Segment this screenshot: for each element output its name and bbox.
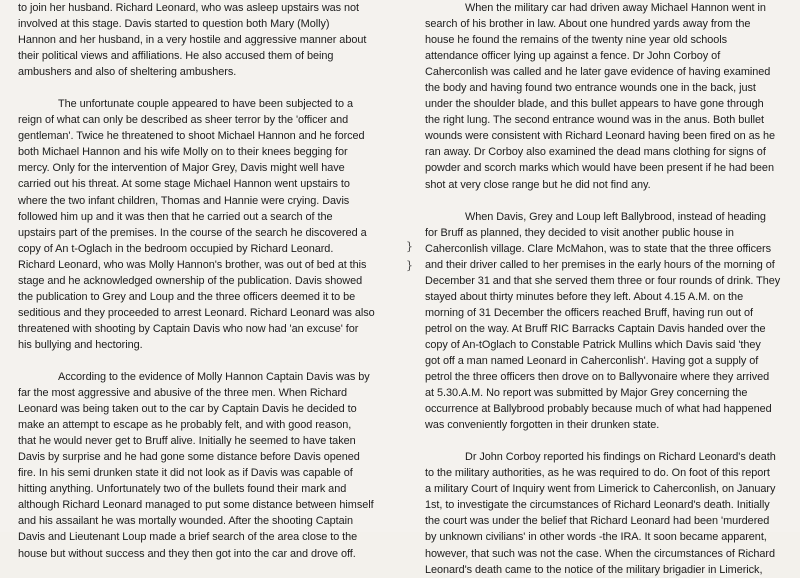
- text-line: house he found the remains of the twenty nine year old schools: [425, 34, 728, 47]
- text-line: occurrence at Ballybrood probably because much of what had happened: [425, 403, 772, 416]
- text-line: Davis and Lieutenant Loup made a brief search of the area close to the: [18, 531, 358, 544]
- text-line: upstairs part of the premises. In the course of the search he discovered a: [18, 226, 367, 239]
- text-line: his bullying and hectoring.: [18, 338, 143, 351]
- text-line: copy of An-tOglach to Constable Patrick Mullins which Davis said 'they: [425, 338, 761, 351]
- text-line: Leonard's death came to the notice of the military brigadier in Limerick,: [425, 563, 763, 576]
- text-line: and his assailant he was mortally wounded. After the shooting Captain: [18, 515, 353, 528]
- text-line: reign of what can only be described as sheer terror by the 'officer and: [18, 114, 349, 127]
- text-line: the court was under the belief that Richard Leonard had been 'murdered: [425, 515, 770, 528]
- paragraph-gap: [18, 80, 404, 96]
- text-line: According to the evidence of Molly Hannon Captain Davis was by: [58, 370, 370, 383]
- text-line: ambushers and also of sheltering ambushers.: [18, 66, 237, 79]
- text-line: When the military car had driven away Michael Hannon went in: [465, 2, 766, 14]
- text-line: both Michael Hannon and his wife Molly on to their knees begging for: [18, 146, 348, 159]
- text-line: where the two infant children, Thomas and Hannie were crying. Davis: [18, 194, 350, 207]
- text-line: threatened with shooting by Captain Davis who now had 'an excuse' for: [18, 322, 359, 335]
- right-column: [425, 0, 793, 578]
- text-line: Caherconlish was called and he later gave evidence of having examined: [425, 66, 771, 79]
- text-line: wounds were consistent with Richard Leonard having been fired on as he: [425, 130, 776, 143]
- text-line: petrol the three officers then drove on to Ballyvonaire where they arrived: [425, 371, 770, 384]
- text-line: attendance officer lying up against a fence. Dr John Corboy of: [425, 50, 721, 63]
- text-line: search of his brother in law. About one hundred yards away from the: [425, 18, 751, 31]
- text-line: 1st, to investigate the circumstances of Richard Leonard's death. Initially: [425, 499, 770, 512]
- text-line: stage and he acknowledged ownership of the publication. Davis showed: [18, 274, 363, 287]
- text-line: Leonard was being taken out to the car by Captain Davis he decided to: [18, 403, 357, 416]
- text-line: When Davis, Grey and Loup left Ballybrood, instead of heading: [465, 210, 766, 223]
- text-line: and their driver called to her premises in the early hours of the morning of: [425, 258, 775, 271]
- text-line: ran away. Dr Corboy also examined the dead mans clothing for signs of: [425, 146, 766, 159]
- text-line: a military Court of Inquiry went from Limerick to Caherconlish, on January: [425, 483, 776, 496]
- text-line: powder and scorch marks which would have been present if he had been: [425, 162, 774, 175]
- text-line: December 31 and that she served them three or four rounds of drink. They: [425, 274, 781, 287]
- text-line: by unknown civilians' in other words -the IRA. It soon became apparent,: [425, 531, 767, 544]
- text-line: was conveniently forgotten in their drunken state.: [425, 419, 660, 432]
- text-line: gentleman'. Twice he threatened to shoot Michael Hannon and he forced: [18, 130, 365, 143]
- text-line: make an attempt to escape as he probably felt, and with good reason,: [18, 419, 352, 432]
- text-line: although Richard Leonard managed to put some distance between himself: [18, 499, 374, 512]
- text-line: that he would never get to Bruff alive. Initially he seemed to have taken: [18, 435, 356, 448]
- text-line: Davis by surprise and he had gone some distance before Davis opened: [18, 451, 360, 464]
- text-line: to join her husband. Richard Leonard, who was asleep upstairs was not: [18, 2, 360, 14]
- paragraph-gap: [425, 433, 793, 449]
- text-line: copy of An t-Oglach in the bedroom occupied by Richard Leonard.: [18, 242, 334, 255]
- text-line: to the military authorities, as he was required to do. On foot of this report: [425, 467, 770, 480]
- text-line: stayed about thirty minutes before they left. About 4.15 A.M. on the: [425, 290, 744, 303]
- text-line: under the shoulder blade, and this bullet appears to have gone through: [425, 98, 764, 111]
- gutter-mark: }: [406, 240, 413, 253]
- text-line: Caherconlish village. Clare McMahon, was to state that the three officers: [425, 242, 772, 255]
- text-line: far the most aggressive and abusive of the three men. When Richard: [18, 387, 348, 400]
- left-column: [18, 0, 404, 562]
- text-line: the publication to Grey and Loup and the three officers deemed it to be: [18, 290, 356, 303]
- text-line: the right lung. The second entrance wound was in the anus. Both bullet: [425, 114, 764, 127]
- paragraph-gap: [18, 353, 404, 369]
- text-line: Hannon and her husband, in a very hostile and aggressive manner about: [18, 34, 367, 47]
- text-line: Dr John Corboy reported his findings on Richard Leonard's death: [465, 451, 776, 464]
- text-line: followed him up and it was then that he carried out a search of the: [18, 210, 333, 223]
- text-line: for Bruff as planned, they decided to visit another public house in: [425, 226, 734, 239]
- text-line: got off a man named Leonard in Caherconlish'. Having got a supply of: [425, 354, 759, 367]
- paragraph-gap: [425, 193, 793, 209]
- text-line: at 5.30.A.M. No report was submitted by Major Grey concerning the: [425, 387, 748, 400]
- text-line: their political views and affiliations. He also accused them of being: [18, 50, 334, 63]
- text-line: The unfortunate couple appeared to have been subjected to a: [58, 98, 353, 111]
- text-line: however, that such was not the case. When the circumstances of Richard: [425, 547, 776, 560]
- gutter-mark: }: [406, 259, 413, 272]
- text-line: carried out his threat. At some stage Michael Hannon went upstairs to: [18, 178, 350, 191]
- text-line: shot at very close range but he did not find any.: [425, 178, 651, 191]
- text-line: house but without success and they then got into the car and drove off.: [18, 547, 356, 560]
- text-line: seditious and they proceeded to arrest Leonard. Richard Leonard was also: [18, 306, 375, 319]
- text-line: the body and having found two entrance wounds one in the back, just: [425, 82, 756, 95]
- text-line: fire. In his semi drunken state it did not look as if Davis was capable of: [18, 467, 353, 480]
- text-line: petrol on the way. At Bruff RIC Barracks Captain Davis handed over the: [425, 322, 766, 335]
- text-line: Richard Leonard, who was Molly Hannon's brother, was out of bed at this: [18, 258, 367, 271]
- text-line: morning of 31 December the officers reached Bruff, having run out of: [425, 306, 753, 319]
- text-line: involved at this stage. Davis started to question both Mary (Molly): [18, 18, 330, 31]
- text-line: mercy. Only for the intervention of Major Grey, Davis might well have: [18, 162, 345, 175]
- text-line: hitting anything. Unfortunately two of the bullets found their mark and: [18, 483, 347, 496]
